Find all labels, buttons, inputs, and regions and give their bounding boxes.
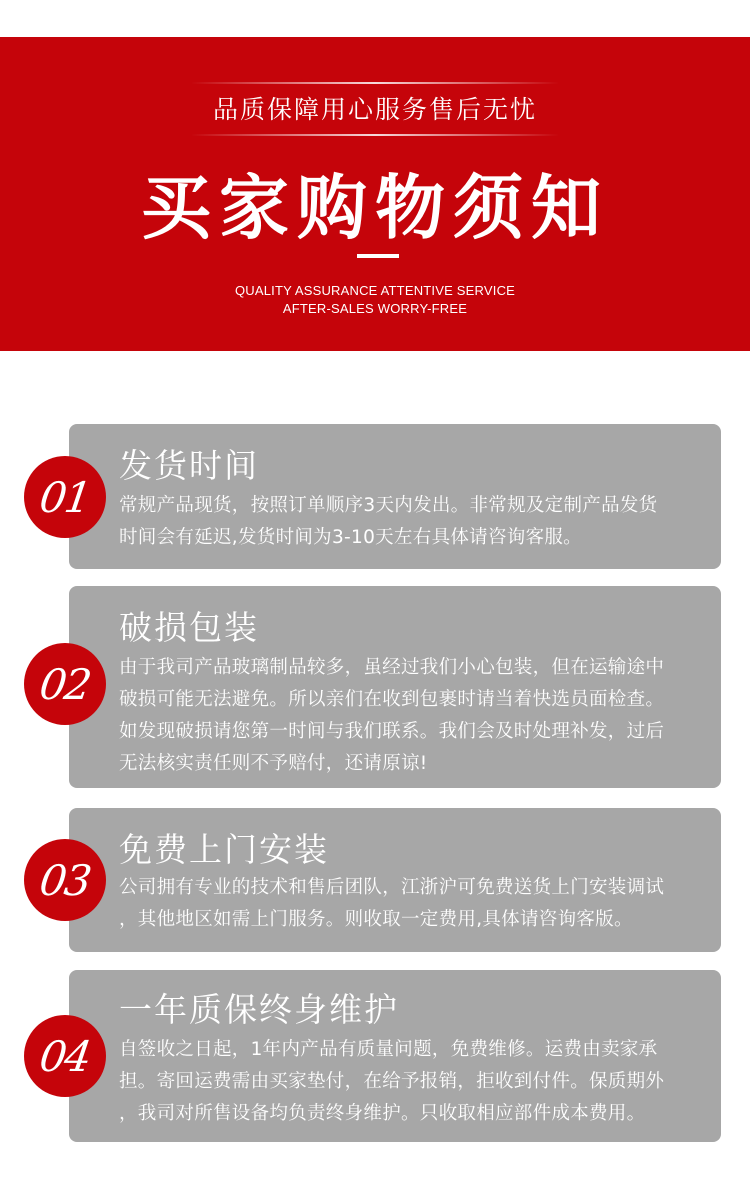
card-body-line: 无法核实责任则不予赔付，还请原谅! — [119, 753, 428, 774]
english-tagline-line2: AFTER-SALES WORRY-FREE — [282, 301, 468, 316]
card-body — [119, 872, 713, 936]
card-body-line: 常规产品现货，按照订单顺序3天内发出。非常规及定制产品发货 — [119, 495, 658, 516]
card-body — [119, 490, 713, 554]
number-badge — [24, 1015, 106, 1097]
header-subtitle: 品质保障用心服务售后无忧 — [191, 88, 559, 132]
title-divider — [357, 254, 399, 258]
card-body-line: 自签收之日起，1年内产品有质量问题，免费维修。运费由卖家承 — [119, 1039, 658, 1060]
card-body — [119, 1034, 713, 1130]
card-body-line: 公司拥有专业的技术和售后团队，江浙沪可免费送货上门安装调试 — [119, 877, 665, 898]
info-card-installation — [69, 808, 721, 952]
card-body-line: 时间会有延迟,发货时间为3-10天左右具体请咨询客服。 — [119, 527, 582, 548]
badge-number: 04 — [36, 1031, 94, 1081]
info-card-warranty — [69, 970, 721, 1142]
number-badge — [24, 643, 106, 725]
card-body-line: ，其他地区如需上门服务。则收取一定费用,具体请咨询客版。 — [119, 909, 633, 930]
page-title: 买家购物须知 — [141, 167, 609, 249]
info-card-damage — [69, 586, 721, 788]
card-body — [119, 652, 713, 780]
badge-number: 01 — [36, 472, 94, 522]
card-body-line: ，我司对所售设备均负责终身维护。只收取相应部件成本费用。 — [119, 1103, 646, 1124]
card-body-line: 担。寄回运费需由买家垫付，在给予报销，拒收到付件。保质期外 — [119, 1071, 665, 1092]
card-title: 发货时间 — [119, 446, 259, 485]
header-subtitle-wrap — [0, 88, 750, 132]
badge-number: 03 — [36, 855, 94, 905]
card-title: 破损包装 — [119, 608, 259, 647]
english-tagline-line1: QUALITY ASSURANCE ATTENTIVE SERVICE — [234, 283, 516, 298]
card-title: 一年质保终身维护 — [119, 990, 399, 1029]
card-body-line: 由于我司产品玻璃制品较多，虽经过我们小心包装，但在运输途中 — [119, 657, 665, 678]
number-badge — [24, 456, 106, 538]
badge-number: 02 — [36, 659, 94, 709]
card-title: 免费上门安装 — [119, 830, 329, 869]
card-body-line: 如发现破损请您第一时间与我们联系。我们会及时处理补发，过后 — [119, 721, 665, 742]
card-body-line: 破损可能无法避免。所以亲们在收到包裹时请当着快选员面检查。 — [119, 689, 665, 710]
info-card-shipping — [69, 424, 721, 569]
number-badge — [24, 839, 106, 921]
